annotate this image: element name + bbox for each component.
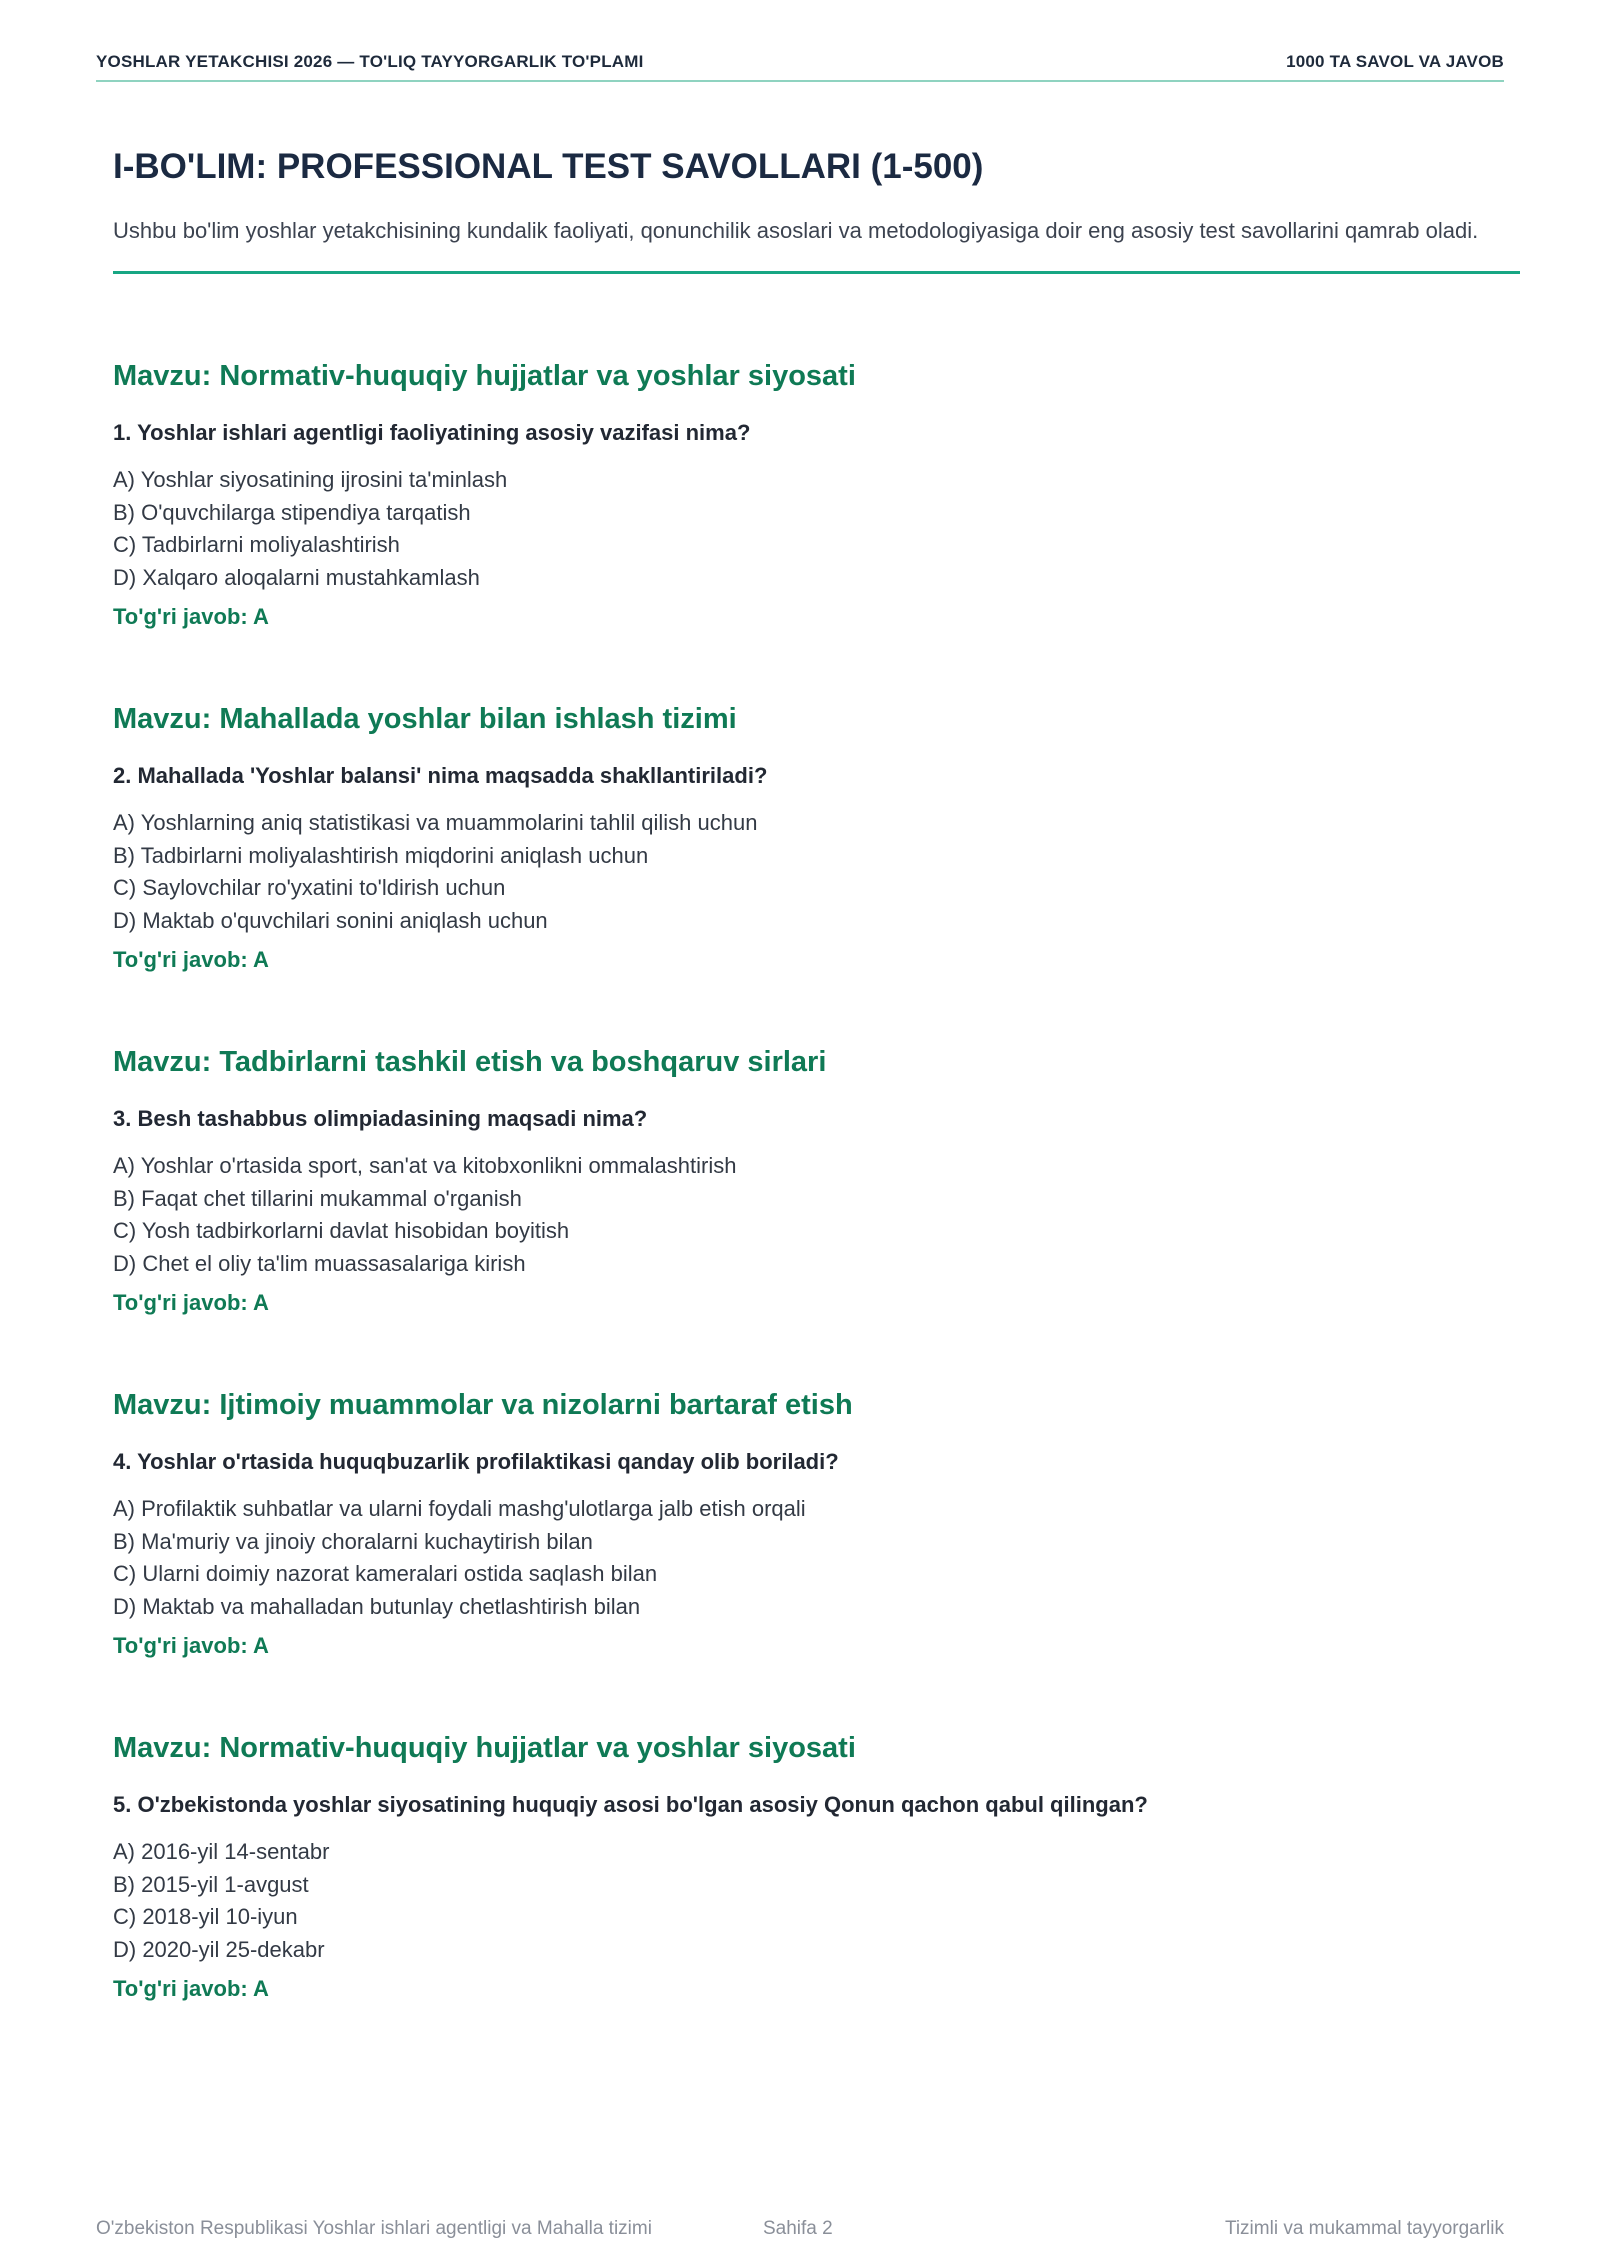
answer-option: C) Yosh tadbirkorlarni davlat hisobidan boyitish — [113, 1218, 570, 1243]
header-collection-label: 1000 TA SAVOL VA JAVOB — [1286, 52, 1504, 71]
answer-option: C) Ularni doimiy nazorat kameralari ostida saqlash bilan — [113, 1561, 658, 1586]
correct-answer: To'g'ri javob: A — [113, 1976, 269, 2001]
section-title: I-BO'LIM: PROFESSIONAL TEST SAVOLLARI (1-500) — [113, 147, 984, 186]
answer-option: B) Faqat chet tillarini mukammal o'rganish — [113, 1185, 522, 1211]
answer-option: C) 2018-yil 10-iyun — [113, 1904, 298, 1929]
question-topic: Mavzu: Ijtimoiy muammolar va nizolarni bartaraf etish — [113, 1389, 853, 1421]
answer-options — [113, 1150, 736, 1280]
question-block — [113, 617, 1520, 972]
question-block — [113, 1646, 1520, 2001]
answer-option: A) Yoshlar siyosatining ijrosini ta'minlash — [113, 467, 508, 492]
answer-option: A) Yoshlarning aniq statistikasi va muammolarini tahlil qilish uchun — [113, 810, 758, 835]
question-topic: Mavzu: Tadbirlarni tashkil etish va boshqaruv sirlari — [113, 1046, 827, 1078]
page-header — [96, 52, 1504, 82]
question-list — [113, 274, 1520, 2001]
question-text: 4. Yoshlar o'rtasida huquqbuzarlik profilaktikasi qanday olib boriladi? — [113, 1449, 839, 1474]
section-intro: Ushbu bo'lim yoshlar yetakchisining kundalik faoliyati, qonunchilik asoslari va metodologiyasiga doir eng asosiy test savollarini qamrab oladi. — [113, 214, 1520, 274]
correct-answer: To'g'ri javob: A — [113, 1633, 269, 1658]
footer-tagline: Tizimli va mukammal tayyorgarlik — [1224, 2218, 1504, 2239]
answer-option: B) Tadbirlarni moliyalashtirish miqdorini aniqlash uchun — [113, 842, 649, 868]
correct-answer: To'g'ri javob: A — [113, 947, 269, 972]
correct-answer: To'g'ri javob: A — [113, 604, 269, 629]
answer-option: A) Yoshlar o'rtasida sport, san'at va kitobxonlikni ommalashtirish — [113, 1153, 737, 1178]
question-topic: Mavzu: Normativ-huquqiy hujjatlar va yoshlar siyosati — [113, 360, 856, 392]
page-content — [113, 146, 1520, 2001]
question-text: 1. Yoshlar ishlari agentligi faoliyatining asosiy vazifasi nima? — [113, 420, 751, 445]
answer-option: D) Maktab o'quvchilari sonini aniqlash uchun — [113, 907, 548, 933]
question-text: 2. Mahallada 'Yoshlar balansi' nima maqsadda shakllantiriladi? — [113, 763, 768, 788]
answer-options — [113, 807, 757, 937]
answer-option: B) 2015-yil 1-avgust — [113, 1871, 309, 1897]
answer-option: B) Ma'muriy va jinoiy choralarni kuchaytirish bilan — [113, 1528, 593, 1554]
answer-option: D) Xalqaro aloqalarni mustahkamlash — [113, 564, 480, 590]
question-block — [113, 1303, 1520, 1658]
answer-option: D) Maktab va mahalladan butunlay chetlashtirish bilan — [113, 1593, 641, 1619]
answer-option: C) Saylovchilar ro'yxatini to'ldirish uchun — [113, 875, 506, 900]
correct-answer: To'g'ri javob: A — [113, 1290, 269, 1315]
header-document-title: YOSHLAR YETAKCHISI 2026 — TO'LIQ TAYYORGARLIK TO'PLAMI — [96, 52, 644, 71]
footer-organization: O'zbekiston Respublikasi Yoshlar ishlari agentligi va Mahalla tizimi — [96, 2218, 652, 2239]
answer-option: D) Chet el oliy ta'lim muassasalariga kirish — [113, 1250, 526, 1276]
answer-option: D) 2020-yil 25-dekabr — [113, 1936, 325, 1962]
question-block — [113, 274, 1520, 629]
question-text: 5. O'zbekistonda yoshlar siyosatining huquqiy asosi bo'lgan asosiy Qonun qachon qabul qilingan? — [113, 1792, 1148, 1817]
answer-options — [113, 464, 507, 594]
answer-option: B) O'quvchilarga stipendiya tarqatish — [113, 499, 471, 525]
footer-page-number: Sahifa 2 — [763, 2218, 833, 2239]
answer-option: C) Tadbirlarni moliyalashtirish — [113, 532, 400, 557]
answer-option: A) Profilaktik suhbatlar va ularni foydali mashg'ulotlarga jalb etish orqali — [113, 1496, 806, 1521]
answer-options — [113, 1493, 806, 1623]
question-topic: Mavzu: Normativ-huquqiy hujjatlar va yoshlar siyosati — [113, 1732, 856, 1764]
question-block — [113, 960, 1520, 1315]
answer-option: A) 2016-yil 14-sentabr — [113, 1839, 330, 1864]
question-text: 3. Besh tashabbus olimpiadasining maqsadi nima? — [113, 1106, 648, 1131]
answer-options — [113, 1836, 329, 1966]
question-topic: Mavzu: Mahallada yoshlar bilan ishlash tizimi — [113, 703, 737, 735]
